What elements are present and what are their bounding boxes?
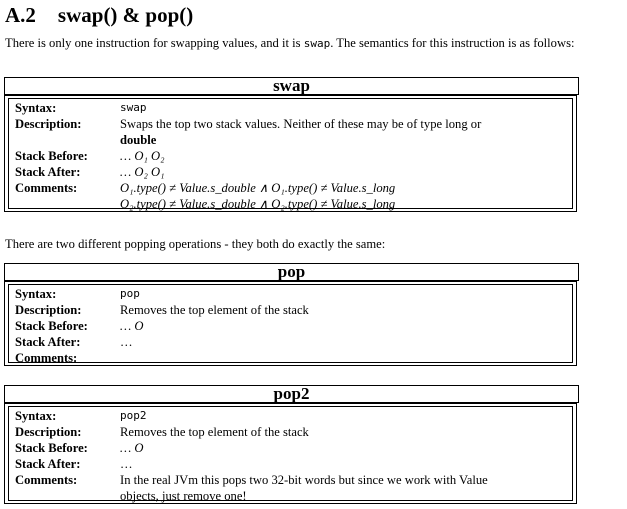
swap-box <box>4 95 577 212</box>
swap-box-title: swap <box>4 77 579 95</box>
section-heading <box>5 3 193 27</box>
intro-text: There is only one instruction for swapping values, and it is <box>5 36 304 50</box>
pop-syntax-value: pop <box>120 287 140 300</box>
swap-syntax-value: swap <box>120 101 147 114</box>
comments-label: Comments: <box>15 351 78 365</box>
comments-label: Comments: <box>15 473 78 487</box>
swap-stack-before-value: … O₁ O₂ <box>120 149 165 163</box>
intro-code: swap <box>303 37 331 50</box>
comments-label: Comments: <box>15 181 78 195</box>
intro-paragraph <box>5 35 617 52</box>
swap-comment-value-2: O₂.type() ≠ Value.s_double ∧ O₂.type() ≠ Value.s_long <box>120 197 396 211</box>
swap-description-value: Swaps the top two stack values. Neither of these may be of type long or <box>120 117 482 131</box>
pop2-syntax-value: pop2 <box>120 409 147 422</box>
pop2-inner-frame <box>8 406 573 501</box>
swap-comment-value: O₁.type() ≠ Value.s_double ∧ O₁.type() ≠ Value.s_long <box>120 181 396 195</box>
pop-inner-frame <box>8 284 573 363</box>
pop-stack-after-value: … <box>120 335 133 349</box>
pop-box <box>4 281 577 366</box>
pop-stack-before-value: … O <box>120 319 144 333</box>
pop-box-title: pop <box>4 263 579 281</box>
description-label: Description: <box>15 303 82 317</box>
section-title: swap() & pop() <box>57 3 194 27</box>
section-number: A.2 <box>5 3 36 27</box>
intro-text-cont: . The semantics for this instruction is as follows: <box>330 36 575 50</box>
swap-inner-frame <box>8 98 573 209</box>
pop-description-value: Removes the top element of the stack <box>120 303 309 317</box>
swap-stack-after-value: … O₂ O₁ <box>120 165 165 179</box>
pop2-comment-value-2: objects, just remove one! <box>120 489 247 503</box>
pop-intro-paragraph: There are two different popping operations - they both do exactly the same: <box>5 237 386 251</box>
stack-before-label: Stack Before: <box>15 149 88 163</box>
syntax-label: Syntax: <box>15 101 57 115</box>
pop2-box-title: pop2 <box>4 385 579 403</box>
pop2-comment-value: In the real JVm this pops two 32-bit words but since we work with Value <box>120 473 488 487</box>
pop2-stack-before-value: … O <box>120 441 144 455</box>
stack-before-label: Stack Before: <box>15 319 88 333</box>
pop2-box <box>4 403 577 504</box>
stack-after-label: Stack After: <box>15 457 81 471</box>
stack-after-label: Stack After: <box>15 335 81 349</box>
swap-description-value-2: double <box>120 133 157 147</box>
stack-after-label: Stack After: <box>15 165 81 179</box>
syntax-label: Syntax: <box>15 287 57 301</box>
description-label: Description: <box>15 117 82 131</box>
pop2-description-value: Removes the top element of the stack <box>120 425 309 439</box>
pop2-stack-after-value: … <box>120 457 133 471</box>
description-label: Description: <box>15 425 82 439</box>
stack-before-label: Stack Before: <box>15 441 88 455</box>
syntax-label: Syntax: <box>15 409 57 423</box>
